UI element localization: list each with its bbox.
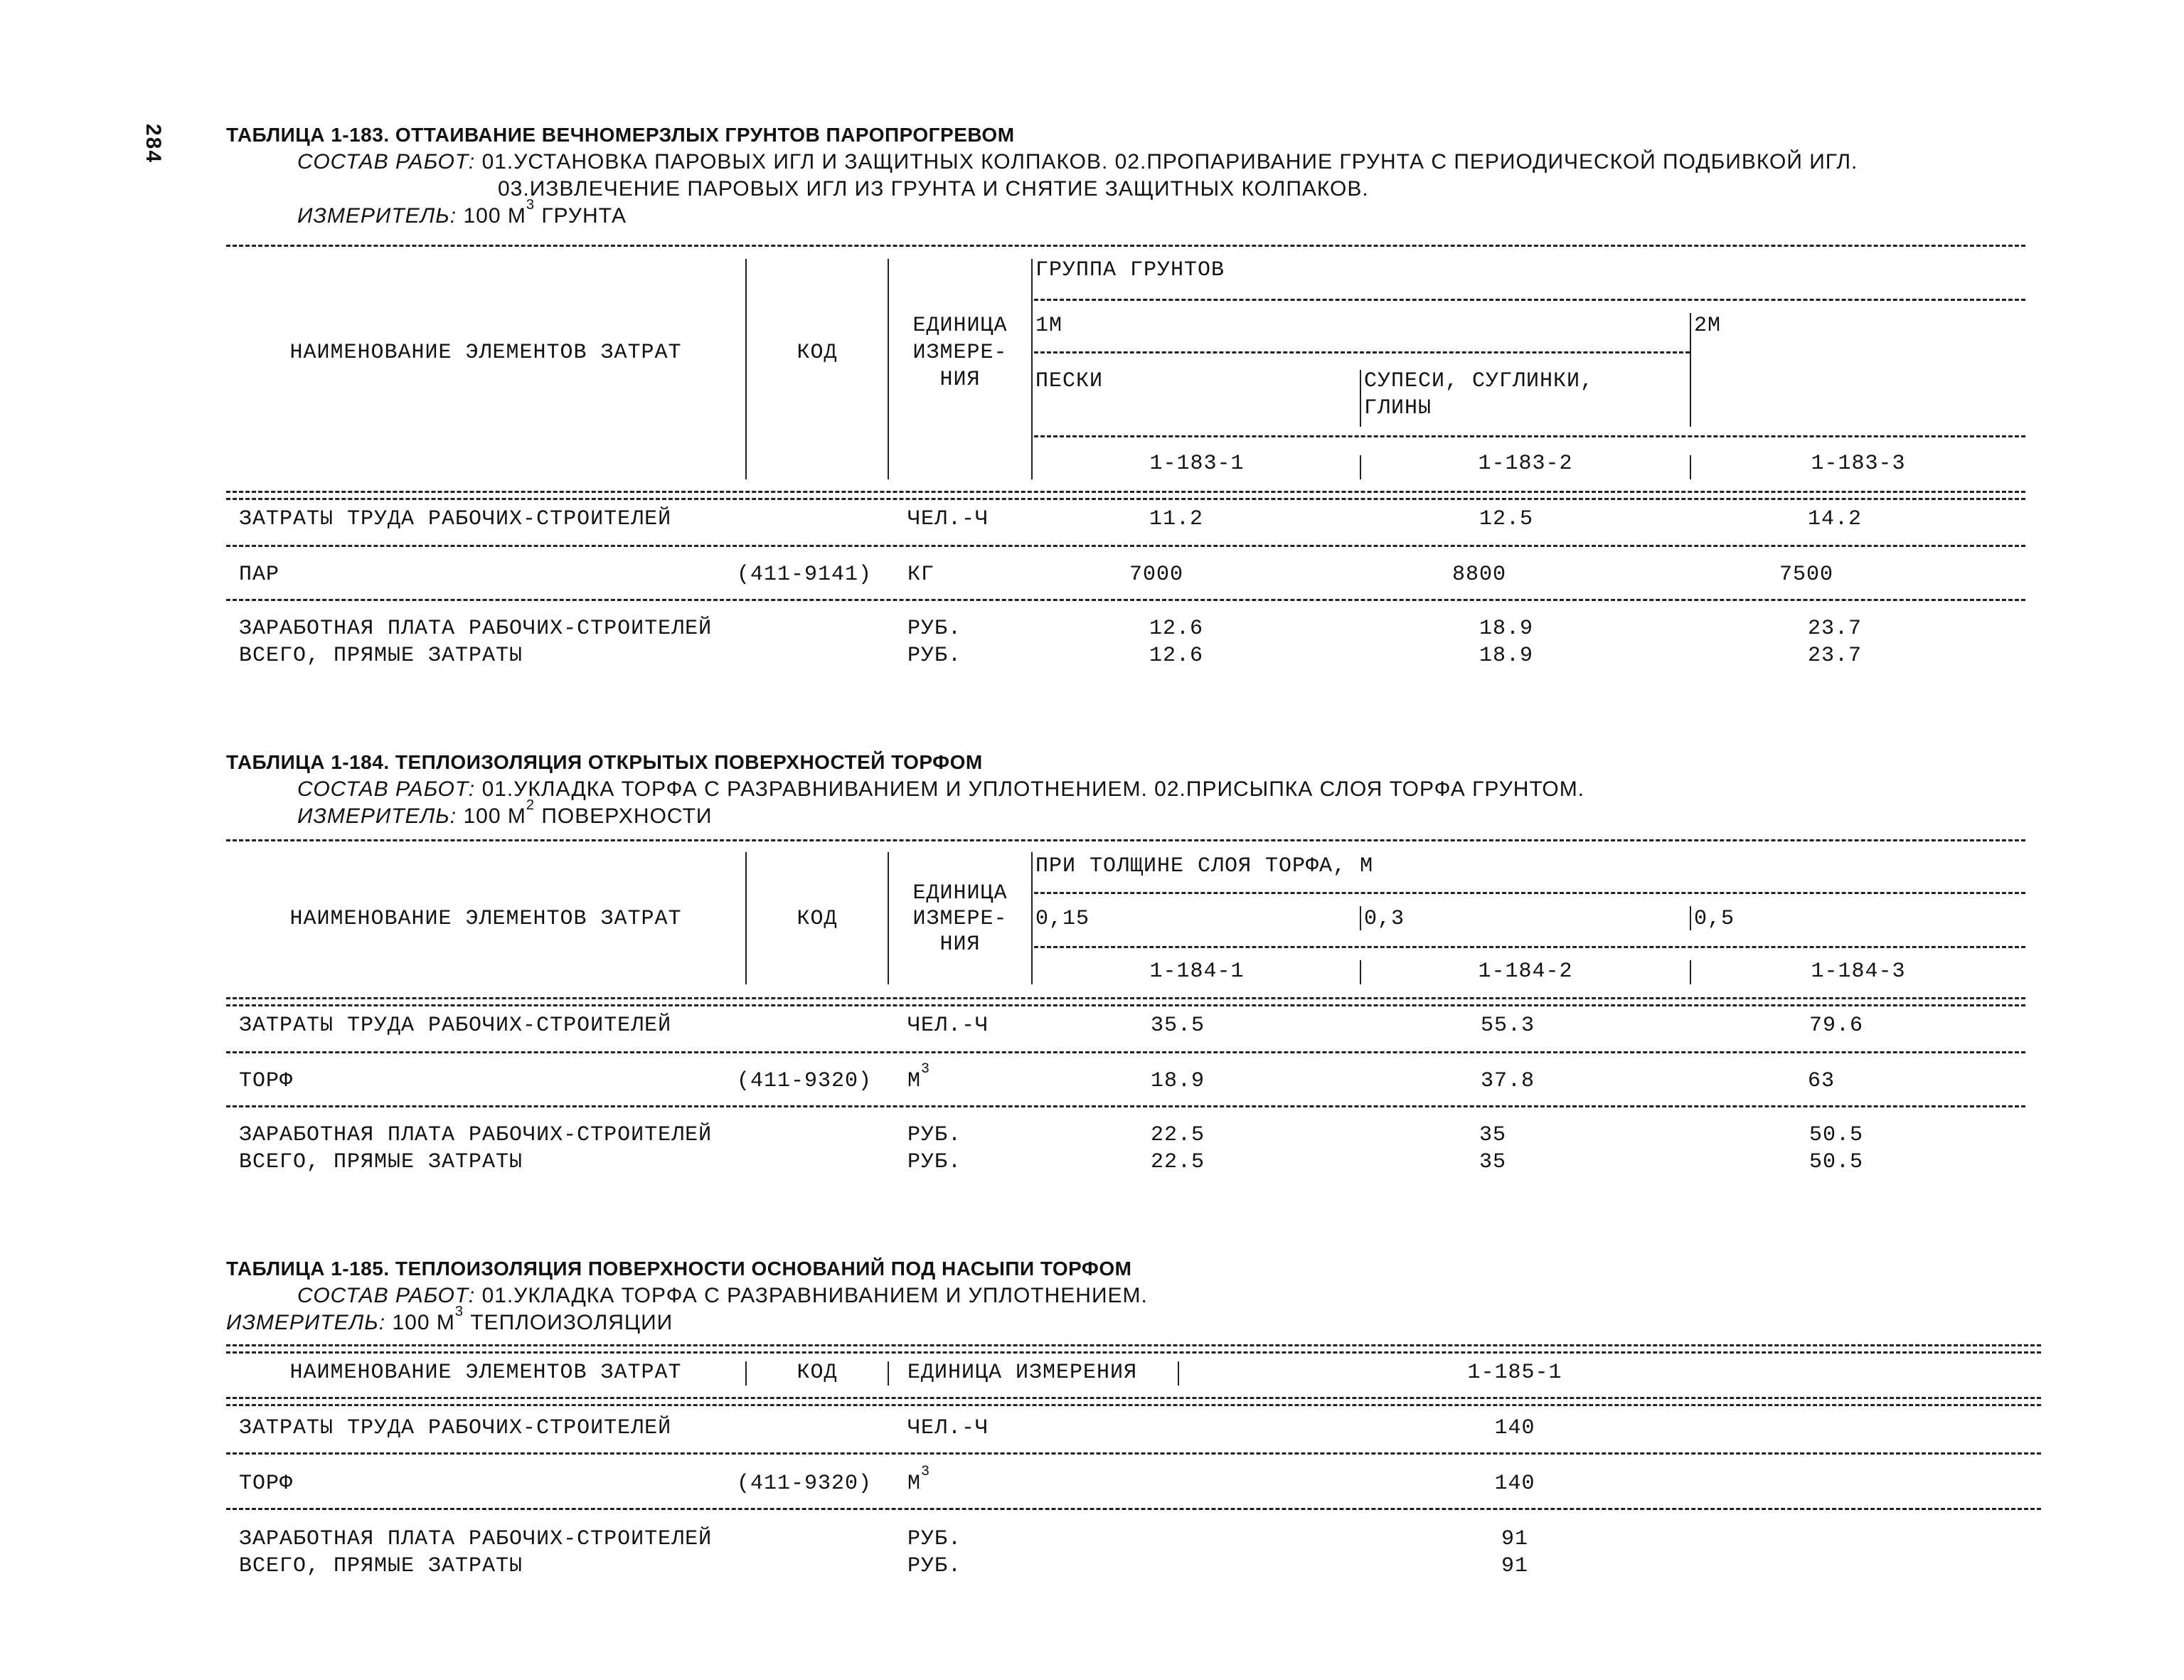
measure-sup: 2 — [526, 797, 535, 813]
table-185-measure — [226, 1304, 673, 1336]
row-value: 35 — [1479, 1150, 1507, 1174]
column-1-184-2: 1-184-2 — [1478, 959, 1573, 984]
row-value: 23.7 — [1807, 617, 1862, 641]
header-soil-group: ГРУППА ГРУНТОВ — [1035, 258, 1225, 282]
divider — [226, 1452, 2041, 1455]
divider — [226, 1344, 2041, 1346]
work-line-1: 01.УКЛАДКА ТОРФА С РАЗРАВНИВАНИЕМ И УПЛОТНЕНИЕМ. — [481, 1284, 1148, 1307]
row-value: 8800 — [1451, 563, 1506, 587]
row-code: (411-9320) — [737, 1472, 873, 1496]
column-separator — [1360, 370, 1361, 427]
measure-value: 100 М — [463, 204, 526, 228]
row-value: 18.9 — [1479, 617, 1533, 641]
column-separator — [1690, 906, 1691, 930]
measure-sup: 3 — [526, 197, 535, 213]
row-value: 35.5 — [1150, 1014, 1205, 1038]
header-unit-1: ЕДИНИЦА — [912, 881, 1008, 905]
header-unit-3: НИЯ — [939, 932, 981, 957]
measure-value: 100 М — [392, 1311, 455, 1334]
header-thickness: ПРИ ТОЛЩИНЕ СЛОЯ ТОРФА, М — [1035, 854, 1374, 878]
work-label: СОСТАВ РАБОТ: — [297, 1284, 476, 1307]
divider — [226, 498, 2025, 500]
column-1-183-3: 1-183-3 — [1811, 452, 1906, 476]
table-185-work-composition — [297, 1283, 1148, 1309]
divider — [1034, 946, 2025, 948]
column-separator — [745, 259, 747, 479]
row-value: 18.9 — [1150, 1069, 1205, 1093]
row-value: 23.7 — [1807, 644, 1862, 668]
row-name: ЗАТРАТЫ ТРУДА РАБОЧИХ-СТРОИТЕЛЕЙ — [239, 1416, 672, 1440]
row-unit: ЧЕЛ.-Ч — [907, 1416, 989, 1440]
row-value: 14.2 — [1807, 507, 1862, 531]
row-unit: КГ — [907, 563, 935, 587]
header-1m: 1М — [1035, 314, 1063, 338]
row-value: 140 — [1494, 1416, 1535, 1440]
divider — [226, 599, 2025, 601]
row-value: 50.5 — [1809, 1123, 1863, 1147]
row-name: ЗАРАБОТНАЯ ПЛАТА РАБОЧИХ-СТРОИТЕЛЕЙ — [239, 1123, 713, 1147]
row-name: ПАР — [239, 563, 280, 587]
column-separator — [1360, 906, 1361, 930]
row-value: 22.5 — [1150, 1150, 1205, 1174]
unit-base: М — [907, 1069, 922, 1093]
header-code: КОД — [797, 1361, 838, 1385]
table-184-title: ТАБЛИЦА 1-184. ТЕПЛОИЗОЛЯЦИЯ ОТКРЫТЫХ ПОВЕРХНОСТЕЙ ТОРФОМ — [226, 751, 983, 773]
work-label: СОСТАВ РАБОТ: — [297, 150, 476, 174]
divider — [226, 1404, 2041, 1406]
work-line-1: 01.УСТАНОВКА ПАРОВЫХ ИГЛ И ЗАЩИТНЫХ КОЛПАКОВ. 02.ПРОПАРИВАНИЕ ГРУНТА С ПЕРИОДИЧЕСКОЙ ПОДБИВКОЙ ИГЛ. — [481, 150, 1858, 174]
header-sand: ПЕСКИ — [1035, 369, 1104, 393]
row-unit — [907, 1464, 931, 1496]
divider — [226, 1508, 2041, 1510]
divider — [226, 1004, 2025, 1006]
row-value: 37.8 — [1480, 1069, 1535, 1093]
row-value: 12.5 — [1479, 507, 1533, 531]
header-clay: ГЛИНЫ — [1364, 396, 1432, 420]
row-value: 55.3 — [1480, 1014, 1535, 1038]
measure-unit: ТЕПЛОИЗОЛЯЦИИ — [470, 1311, 673, 1334]
table-183-measure — [297, 197, 627, 229]
row-value: 63 — [1808, 1069, 1836, 1093]
header-cost-elements: НАИМЕНОВАНИЕ ЭЛЕМЕНТОВ ЗАТРАТ — [289, 1361, 682, 1385]
divider — [226, 1397, 2041, 1399]
table-183-work-composition — [297, 149, 1858, 175]
header-unit-2: ИЗМЕРЕ- — [912, 907, 1008, 931]
divider — [1034, 435, 2025, 437]
page-number: 284 — [142, 124, 165, 164]
measure-unit: ГРУНТА — [541, 204, 627, 228]
table-183-title: ТАБЛИЦА 1-183. ОТТАИВАНИЕ ВЕЧНОМЕРЗЛЫХ ГРУНТОВ ПАРОПРОГРЕВОМ — [226, 124, 1015, 146]
row-name: ЗАРАБОТНАЯ ПЛАТА РАБОЧИХ-СТРОИТЕЛЕЙ — [239, 1527, 713, 1551]
column-separator — [888, 1361, 889, 1386]
column-separator — [1031, 852, 1033, 984]
divider — [226, 1051, 2025, 1053]
row-unit: ЧЕЛ.-Ч — [907, 1014, 989, 1038]
row-name: ЗАТРАТЫ ТРУДА РАБОЧИХ-СТРОИТЕЛЕЙ — [239, 507, 672, 531]
row-value: 12.6 — [1149, 617, 1203, 641]
header-code: КОД — [797, 341, 838, 365]
unit-sup: 3 — [921, 1061, 931, 1078]
unit-base: М — [907, 1472, 922, 1496]
row-code: (411-9141) — [737, 563, 873, 587]
measure-label: ИЗМЕРИТЕЛЬ: — [297, 804, 457, 828]
divider — [1034, 351, 1690, 353]
divider — [226, 997, 2025, 999]
column-separator — [1690, 313, 1691, 427]
row-code: (411-9320) — [737, 1069, 873, 1093]
row-unit: РУБ. — [907, 1123, 962, 1147]
row-value: 91 — [1501, 1554, 1528, 1578]
divider — [1034, 892, 2025, 894]
row-name: ТОРФ — [239, 1069, 294, 1093]
column-1-183-1: 1-183-1 — [1149, 452, 1245, 476]
row-value: 140 — [1494, 1472, 1535, 1496]
row-name: ВСЕГО, ПРЯМЫЕ ЗАТРАТЫ — [239, 1554, 523, 1578]
column-separator — [1178, 1361, 1179, 1386]
column-1-184-3: 1-184-3 — [1811, 959, 1906, 984]
measure-label: ИЗМЕРИТЕЛЬ: — [226, 1311, 386, 1334]
measure-unit: ПОВЕРХНОСТИ — [541, 804, 713, 828]
divider — [1034, 299, 2025, 301]
header-code: КОД — [797, 907, 838, 931]
header-unit-1: ЕДИНИЦА — [912, 314, 1008, 338]
divider — [226, 1105, 2025, 1107]
header-0-15: 0,15 — [1035, 907, 1090, 931]
row-value: 50.5 — [1809, 1150, 1863, 1174]
unit-sup: 3 — [921, 1464, 931, 1480]
divider — [226, 839, 2025, 841]
header-unit-3: НИЯ — [939, 368, 981, 392]
row-value: 7500 — [1779, 563, 1833, 587]
row-value: 35 — [1479, 1123, 1507, 1147]
column-1-183-2: 1-183-2 — [1478, 452, 1573, 476]
header-0-5: 0,5 — [1694, 907, 1735, 931]
row-value: 22.5 — [1150, 1123, 1205, 1147]
measure-label: ИЗМЕРИТЕЛЬ: — [297, 204, 457, 228]
divider — [226, 545, 2025, 547]
header-unit: ЕДИНИЦА ИЗМЕРЕНИЯ — [907, 1361, 1138, 1385]
row-unit: РУБ. — [907, 617, 962, 641]
divider — [226, 245, 2025, 247]
measure-sup: 3 — [454, 1304, 464, 1319]
header-2m: 2М — [1694, 314, 1722, 338]
row-name: ТОРФ — [239, 1472, 294, 1496]
row-unit: ЧЕЛ.-Ч — [907, 507, 989, 531]
row-value: 12.6 — [1149, 644, 1203, 668]
row-name: ЗАРАБОТНАЯ ПЛАТА РАБОЧИХ-СТРОИТЕЛЕЙ — [239, 617, 713, 641]
header-cost-elements: НАИМЕНОВАНИЕ ЭЛЕМЕНТОВ ЗАТРАТ — [289, 341, 682, 365]
column-1-184-1: 1-184-1 — [1149, 959, 1245, 984]
row-unit: РУБ. — [907, 1527, 962, 1551]
row-unit: РУБ. — [907, 644, 962, 668]
divider — [226, 491, 2025, 493]
column-separator — [1031, 259, 1033, 479]
table-184-work-composition — [297, 777, 1584, 802]
header-unit-2: ИЗМЕРЕ- — [912, 341, 1008, 365]
row-name: ЗАТРАТЫ ТРУДА РАБОЧИХ-СТРОИТЕЛЕЙ — [239, 1014, 672, 1038]
row-value: 18.9 — [1479, 644, 1533, 668]
measure-value: 100 М — [463, 804, 526, 828]
table-184-measure — [297, 797, 713, 829]
header-cost-elements: НАИМЕНОВАНИЕ ЭЛЕМЕНТОВ ЗАТРАТ — [289, 907, 682, 931]
row-unit: РУБ. — [907, 1150, 962, 1174]
row-name: ВСЕГО, ПРЯМЫЕ ЗАТРАТЫ — [239, 1150, 523, 1174]
column-1-185-1: 1-185-1 — [1467, 1361, 1562, 1385]
header-0-3: 0,3 — [1364, 907, 1405, 931]
header-loam: СУПЕСИ, СУГЛИНКИ, — [1364, 369, 1594, 393]
table-183-work-line-2: 03.ИЗВЛЕЧЕНИЕ ПАРОВЫХ ИГЛ ИЗ ГРУНТА И СНЯТИЕ ЗАЩИТНЫХ КОЛПАКОВ. — [498, 177, 1369, 201]
row-value: 91 — [1501, 1527, 1528, 1551]
row-value: 11.2 — [1149, 507, 1203, 531]
work-label: СОСТАВ РАБОТ: — [297, 777, 476, 801]
row-unit: РУБ. — [907, 1554, 962, 1578]
table-185-title: ТАБЛИЦА 1-185. ТЕПЛОИЗОЛЯЦИЯ ПОВЕРХНОСТИ ОСНОВАНИЙ ПОД НАСЫПИ ТОРФОМ — [226, 1258, 1132, 1280]
work-line-1: 01.УКЛАДКА ТОРФА С РАЗРАВНИВАНИЕМ И УПЛОТНЕНИЕМ. 02.ПРИСЫПКА СЛОЯ ТОРФА ГРУНТОМ. — [481, 777, 1585, 801]
row-name: ВСЕГО, ПРЯМЫЕ ЗАТРАТЫ — [239, 644, 523, 668]
divider — [226, 1351, 2041, 1354]
row-unit — [907, 1061, 931, 1094]
row-value: 79.6 — [1809, 1014, 1863, 1038]
row-value: 7000 — [1129, 563, 1183, 587]
